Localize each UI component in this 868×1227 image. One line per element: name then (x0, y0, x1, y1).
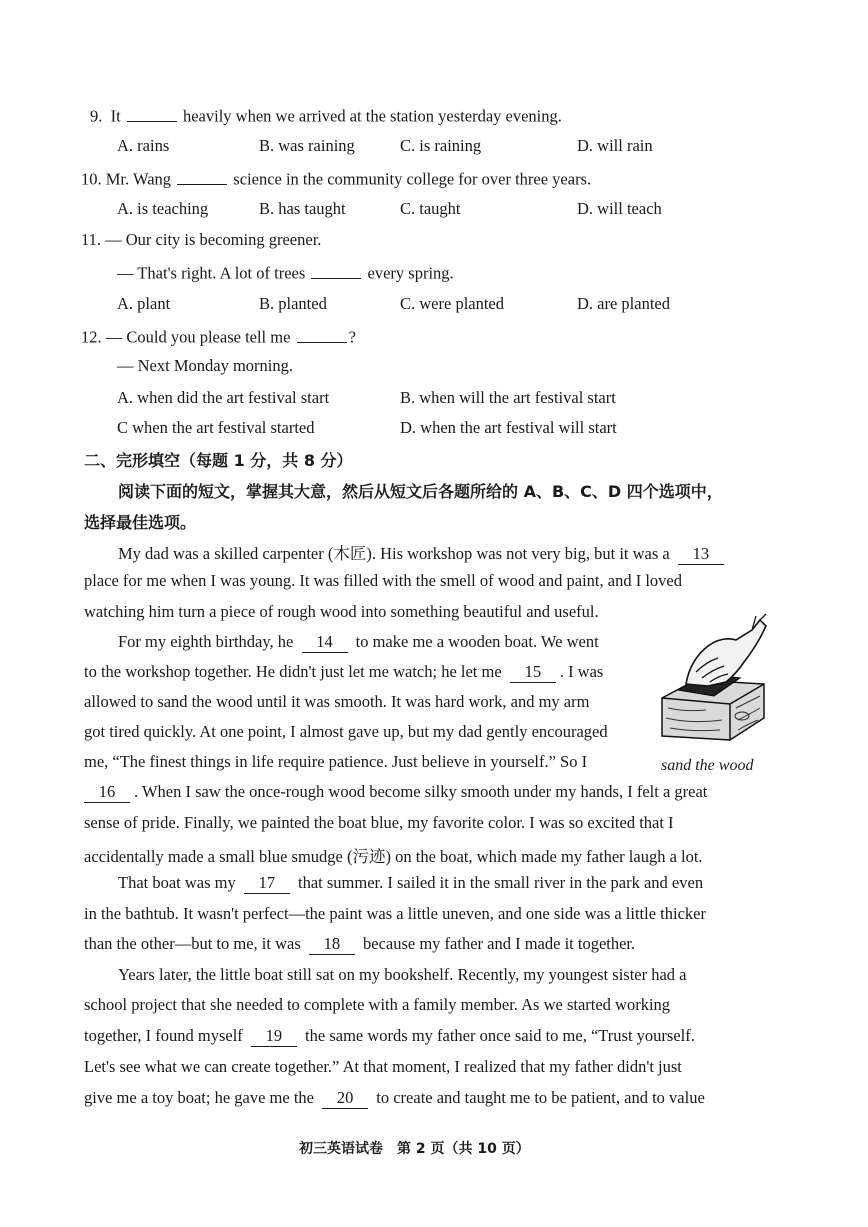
passage-line: give me a toy boat; he gave me the 20 to create and taught me to be patient, and to value (84, 1088, 705, 1107)
cloze-blank-18: 18 (309, 934, 355, 955)
question-11-option-b: B. planted (259, 294, 327, 313)
sanding-icon (656, 612, 768, 744)
answer-blank (311, 261, 361, 279)
passage-line: school project that she needed to complete with a family member. As we started working (84, 995, 671, 1014)
passage-line: in the bathtub. It wasn't perfect—the paint was a little uneven, and one side was a little thicker (84, 904, 706, 923)
question-12-line1: 12. — Could you please tell me ? (81, 325, 356, 348)
answer-blank (127, 104, 177, 122)
question-10-option-d: D. will teach (577, 199, 662, 218)
question-9-option-b: B. was raining (259, 136, 355, 155)
section-instruction-line2: 选择最佳选项。 (84, 513, 197, 532)
passage-line: sense of pride. Finally, we painted the boat blue, my favorite color. I was so excited that I (84, 813, 674, 832)
question-9-option-c: C. is raining (400, 136, 482, 155)
passage-line: Years later, the little boat still sat on my bookshelf. Recently, my youngest sister had a (118, 965, 687, 984)
section-instruction-line1: 阅读下面的短文，掌握其大意，然后从短文后各题所给的 A、B、C、D 四个选项中， (118, 482, 723, 501)
question-11-line1: 11. — Our city is becoming greener. (81, 230, 322, 249)
question-12-line2: — Next Monday morning. (117, 356, 293, 375)
question-12-option-c: C when the art festival started (117, 418, 315, 437)
passage-line: got tired quickly. At one point, I almost gave up, but my dad gently encouraged (84, 722, 608, 741)
cloze-blank-16: 16 (84, 782, 130, 803)
passage-line: For my eighth birthday, he 14 to make me a wooden boat. We went (118, 632, 599, 651)
passage-line: allowed to sand the wood until it was smooth. It was hard work, and my arm (84, 692, 590, 711)
cloze-blank-15: 15 (510, 662, 556, 683)
passage-line: to the workshop together. He didn't just let me watch; he let me 15 . I was (84, 662, 604, 681)
question-10-option-c: C. taught (400, 199, 461, 218)
question-9-option-a: A. rains (117, 136, 170, 155)
question-9-stem: 9. It heavily when we arrived at the station yesterday evening. (90, 104, 562, 127)
answer-blank (297, 325, 347, 343)
question-12-option-b: B. when will the art festival start (400, 388, 616, 407)
question-10-option-b: B. has taught (259, 199, 346, 218)
page-footer: 初三英语试卷 第 2 页（共 10 页） (299, 1141, 530, 1157)
question-10-option-a: A. is teaching (117, 199, 209, 218)
question-11-option-d: D. are planted (577, 294, 670, 313)
cloze-blank-20: 20 (322, 1088, 368, 1109)
answer-blank (177, 167, 227, 185)
passage-line: My dad was a skilled carpenter (木匠). His workshop was not very big, but it was a 13 (118, 540, 728, 565)
passage-line: watching him turn a piece of rough wood into something beautiful and useful. (84, 602, 599, 621)
passage-line: 16 . When I saw the once-rough wood become silky smooth under my hands, I felt a great (84, 782, 707, 803)
passage-line: accidentally made a small blue smudge (污迹) on the boat, which made my father laugh a lot. (84, 847, 703, 866)
cloze-blank-17: 17 (244, 873, 290, 894)
hand-sanding-wood-illustration (656, 612, 768, 744)
question-10-stem: 10. Mr. Wang science in the community college for over three years. (81, 167, 591, 190)
question-12-option-d: D. when the art festival will start (400, 418, 617, 437)
passage-line: place for me when I was young. It was filled with the smell of wood and paint, and I loved (84, 571, 682, 590)
cloze-blank-19: 19 (251, 1026, 297, 1047)
cloze-blank-13: 13 (678, 544, 724, 565)
cloze-blank-14: 14 (302, 632, 348, 653)
figure-caption: sand the wood (661, 757, 754, 774)
question-11-option-c: C. were planted (400, 294, 505, 313)
question-11-line2: — That's right. A lot of trees every spring. (117, 261, 454, 284)
question-9-option-d: D. will rain (577, 136, 653, 155)
passage-line: Let's see what we can create together.” At that moment, I realized that my father didn't just (84, 1057, 682, 1076)
passage-line: me, “The finest things in life require patience. Just believe in yourself.” So I (84, 752, 588, 771)
question-12-option-a: A. when did the art festival start (117, 388, 330, 407)
passage-line: That boat was my 17 that summer. I sailed it in the small river in the park and even (118, 873, 704, 892)
passage-line: than the other—but to me, it was 18 because my father and I made it together. (84, 934, 636, 953)
section-heading: 二、完形填空（每题 1 分，共 8 分） (84, 451, 353, 470)
passage-line: together, I found myself 19 the same words my father once said to me, “Trust yourself. (84, 1026, 695, 1045)
question-11-option-a: A. plant (117, 294, 171, 313)
